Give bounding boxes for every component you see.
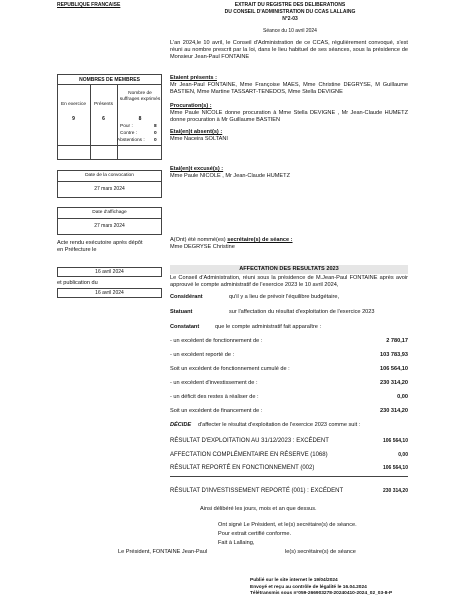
procuration-title: Procuration(s) :: [170, 103, 212, 109]
secretaire-prefix: A(Ont) été nommé(es): [170, 237, 226, 243]
constatant-text: que le compte administratif fait apparaître :: [215, 324, 322, 330]
line-excedent-reporte: [170, 352, 408, 360]
closing-place: Fait à Lallaing,: [218, 540, 255, 546]
convocation-date: 27 mars 2024: [94, 186, 125, 192]
abstentions-value: 0: [154, 138, 157, 143]
presents-text: Mr Jean-Paul FONTAINE, Mme Françoise MAES, Mme Christine DEGRYSE, M Guillaume BASTIEN, Mme Martine TASSART-TENEDOS, Mme Stella DEVIGNE: [170, 82, 408, 95]
footer-legality: Envoyé et reçu au contrôle de légalité le 16.04.2024: [250, 585, 367, 590]
result-value: 106 564,10: [382, 438, 408, 444]
line-label: - un excédent d'investissement de :: [170, 380, 258, 386]
publication-label: et publication du: [57, 280, 98, 286]
closing-signed: Ont signé Le Président, et le(s) secrétaire(s) de séance.: [218, 522, 357, 528]
procuration-text: Mme Paule NICOLE donne procuration à Mme Stella DEVIGNE , Mr Jean-Claude HUMETZ donne procuration à Mr Guillaume BASTIEN: [170, 110, 408, 123]
register-title: EXTRAIT DU REGISTRE DES DELIBERATIONS: [234, 2, 346, 8]
line-value: 106 564,10: [380, 366, 408, 372]
intro-paragraph: L'an 2024,le 10 avril, le Conseil d'Administration de ce CCAS, régulièrement convoqué, s'est réuni au nombre prescrit par la loi, dans le lieu habituel de ses séances, sous la présidence de Monsieur Jean-Paul FONTAINE: [170, 40, 408, 60]
line-label: Soit un excédent de financement de :: [170, 408, 263, 414]
absents-text: Mme Naceira SOLTANI: [170, 136, 228, 142]
val-en-exercice: 9: [72, 116, 75, 122]
pour-label: Pour :: [120, 124, 133, 129]
statuant-label: Statuant: [170, 309, 193, 315]
result-exploitation: [170, 438, 408, 446]
affichage-label: Date d'affichage: [92, 210, 127, 215]
result-value: 0,00: [398, 452, 408, 458]
line-excedent-investissement: [170, 380, 408, 388]
republic-label: REPUBLIQUE FRANCAISE: [57, 2, 121, 8]
deliberation-number: N°2-03: [282, 16, 298, 22]
council-title: DU CONSEIL D'ADMINISTRATION DU CCAS LALLAING: [224, 9, 356, 15]
result-affectation-reserve: [170, 452, 408, 460]
result-reporte-fonctionnement: [170, 465, 408, 473]
col-presents: Présents: [94, 102, 113, 107]
result-investissement: [170, 488, 408, 496]
seance-date: Séance du 10 avril 2024: [263, 28, 317, 34]
footer-published: Publié sur le site internet le 19/04/2024: [250, 578, 338, 583]
line-value: 2 780,17: [386, 338, 408, 344]
line-fonctionnement-cumule: [170, 366, 408, 374]
decide-row: [170, 422, 408, 430]
result-label: RÉSULTAT D'EXPLOITATION AU 31/12/2023 : EXCÉDENT: [170, 438, 329, 444]
line-excedent-financement: [170, 408, 408, 416]
line-value: 230 314,20: [380, 380, 408, 386]
statuant-row: [170, 309, 408, 317]
secretaire-title: secrétaire(s) de séance :: [227, 237, 293, 243]
line-excedent-fonctionnement: [170, 338, 408, 346]
result-label: AFFECTATION COMPLÉMENTAIRE EN RÉSERVE (1068): [170, 452, 328, 458]
depot-date: 16 avril 2024: [95, 269, 124, 275]
secretaire-name: Mme DEGRYSE Christine: [170, 244, 235, 250]
considerant-label: Considérant: [170, 294, 203, 300]
line-label: - un excédent reporté de :: [170, 352, 235, 358]
decide-label: DÉCIDE: [170, 422, 192, 428]
absents-title: Etai(en)t absent(s) :: [170, 129, 223, 135]
convocation-label: Date de la convocation: [85, 173, 134, 178]
considerant-text: qu'il y a lieu de prévoir l'équilibre budgétaire,: [229, 294, 340, 300]
secretaire-signature: le(s) secrétaire(s) de séance: [285, 549, 356, 555]
executoire-line2: en Préfecture le: [57, 247, 97, 253]
result-value: 106 564,10: [382, 465, 408, 471]
president-signature: Le Président, FONTAINE Jean-Paul: [118, 549, 208, 555]
closing-certified: Pour extrait certifié conforme.: [218, 531, 292, 537]
val-suffrages: 8: [138, 116, 142, 122]
decide-text: d'affecter le résultat d'exploitation de l'exercice 2023 comme suit :: [198, 422, 361, 428]
affectation-intro: Le Conseil d'Administration, réuni sous la présidence de M.Jean-Paul FONTAINE après avoir approuvé le compte administratif de l'exercice 2023 le 10 avril 2024,: [170, 275, 408, 288]
col-suffrages: Nombre de suffrages exprimés: [119, 91, 161, 102]
constatant-row: [170, 324, 408, 332]
pour-value: 8: [154, 124, 157, 129]
contre-value: 0: [154, 131, 157, 136]
constatant-label: Constatant: [170, 324, 200, 330]
affichage-date: 27 mars 2024: [94, 223, 125, 229]
publication-date: 16 avril 2024: [95, 290, 124, 296]
line-label: - un excédent de fonctionnement de :: [170, 338, 263, 344]
excuses-text: Mme Paule NICOLE , Mr Jean-Claude HUMETZ: [170, 173, 290, 179]
result-value: 230 314,20: [382, 488, 408, 494]
affectation-title: AFFECTATION DES RESULTATS 2023: [170, 265, 408, 274]
closing-deliberated: Ainsi délibéré les jours, mois et an que dessus.: [200, 506, 317, 512]
members-table-title: NOMBRES DE MEMBRES: [79, 77, 140, 83]
line-value: 103 783,93: [380, 352, 408, 358]
col-en-exercice: En exercice: [60, 102, 87, 107]
line-value: 230 314,20: [380, 408, 408, 414]
secretaire-line: [170, 237, 293, 244]
line-label: Soit un excédent de fonctionnement cumulé de :: [170, 366, 290, 372]
presents-title: Etaient présents :: [170, 75, 217, 81]
result-label: RÉSULTAT D'INVESTISSEMENT REPORTÉ (001) : EXCÉDENT: [170, 488, 344, 494]
result-label: RÉSULTAT REPORTÉ EN FONCTIONNEMENT (002): [170, 465, 315, 471]
statuant-text: sur l'affectation du résultat d'exploitation de l'exercice 2023: [229, 309, 375, 315]
abstentions-label: Abstentions :: [117, 138, 145, 143]
executoire-line1: Acte rendu exécutoire après dépôt: [57, 240, 143, 246]
considerant-row: [170, 294, 408, 302]
line-value: 0,00: [397, 394, 408, 400]
footer-transmission: Télétransmis sous n°059-266903278-20240410-2024_02_03-8-P: [250, 591, 393, 596]
line-deficit-restes: [170, 394, 408, 402]
excuses-title: Etai(en)t excusé(s) :: [170, 166, 224, 172]
line-label: - un déficit des restes à réaliser de :: [170, 394, 259, 400]
contre-label: Contre :: [120, 131, 138, 136]
val-presents: 6: [102, 116, 105, 122]
